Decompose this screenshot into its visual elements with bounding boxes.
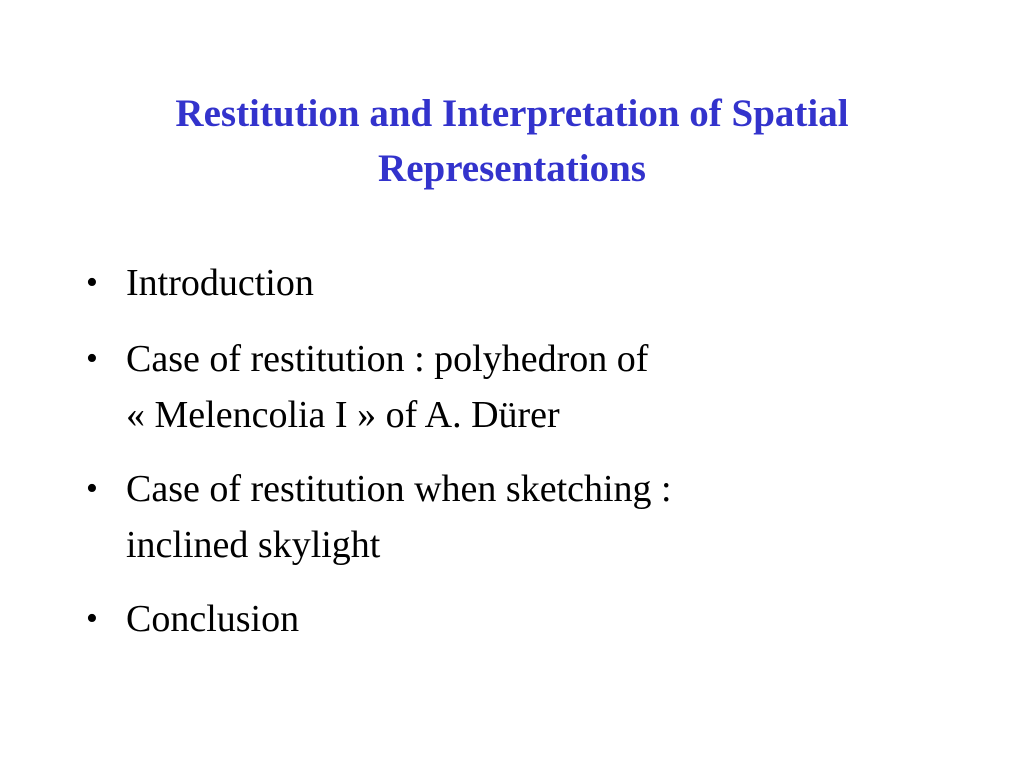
bullet-text-line: Case of restitution when sketching : — [126, 468, 672, 510]
bullet-text — [126, 460, 964, 572]
slide-title-line-1: Restitution and Interpretation of Spatial — [175, 92, 849, 135]
bullet-item-skylight — [84, 460, 964, 572]
bullet-item-introduction — [84, 254, 964, 312]
bullet-text — [126, 598, 299, 640]
bullet-text — [126, 330, 964, 442]
bullet-item-polyhedron — [84, 330, 964, 442]
bullet-text-line: inclined skylight — [126, 524, 381, 566]
bullet-dot-icon: • — [86, 600, 98, 637]
bullet-dot-icon: • — [86, 264, 98, 301]
bullet-dot-icon: • — [86, 470, 98, 507]
bullet-item-conclusion — [84, 590, 964, 648]
bullet-text-line: Case of restitution : polyhedron of — [126, 338, 649, 380]
bullet-text-line: « Melencolia I » of A. Dürer — [126, 394, 560, 436]
bullet-text-line: Introduction — [126, 262, 314, 304]
slide-title — [80, 86, 944, 196]
bullet-text — [126, 262, 314, 304]
slide-title-line-2: Representations — [378, 147, 646, 190]
bullet-text-line: Conclusion — [126, 598, 300, 640]
bullet-dot-icon: • — [86, 340, 98, 377]
bullet-list — [84, 254, 964, 666]
